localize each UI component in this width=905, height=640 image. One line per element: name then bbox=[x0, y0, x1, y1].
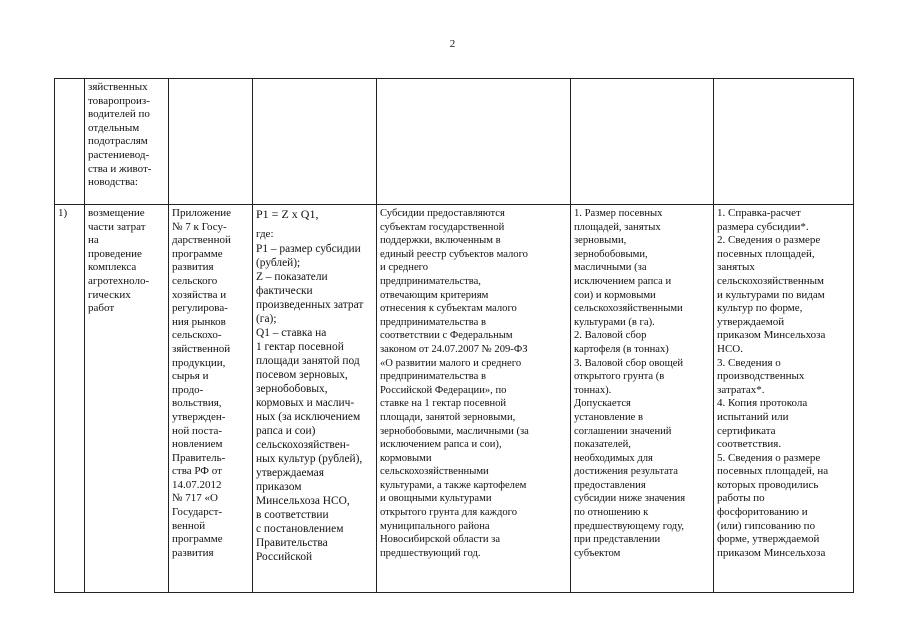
table-row bbox=[55, 205, 854, 593]
cell-continued-text: зяйственных товаропроиз- водителей по отдельным подотраслям растениевод- ства и живот- новодства: bbox=[85, 79, 169, 205]
result-indicators: 1. Размер посевных площадей, занятых зерновыми, зернобобовыми, масличными (за исключением рапса и сои) и кормовыми сельскохозяйственными культурами (в га). 2. Валовой сбор картофеля (в тоннах) 3. Валовой сбор овощей открытого грунта (в тоннах). Допускается установление в соглашении значений показателей, необходимых для достижения результата предоставления субсидии ниже значения по отношению к предшествующему году, при представлении субъектом bbox=[571, 205, 714, 593]
cell-empty bbox=[55, 79, 85, 205]
row-number: 1) bbox=[55, 205, 85, 593]
subsidy-purpose: возмещение части затрат на проведение комплекса агротехноло- гических работ bbox=[85, 205, 169, 593]
cell-empty bbox=[253, 79, 377, 205]
subsidy-conditions: Субсидии предоставляются субъектам государственной поддержки, включенным в единый реестр субъектов малого и среднего предпринимательства, отвечающим критериям отнесения к субъектам малого предпринимательства в соответствии с Федеральным законом от 24.07.2007 № 209-ФЗ «О развитии малого и среднего предпринимательства в Российской Федерации», по ставке на 1 гектар посевной площади, занятой зерновыми, зернобобовыми, масличными (за исключением рапса и сои), кормовыми сельскохозяйственными культурами, а также картофелем и овощными культурами открытого грунта для каждого муниципального района Новосибирской области за предшествующий год. bbox=[377, 205, 571, 593]
required-documents: 1. Справка-расчет размера субсидии*. 2. Сведения о размере посевных площадей, занятых сельскохозяйственным и культурами по видам культур по форме, утверждаемой приказом Минсельхоза НСО. 3. Сведения о производственных затратах*. 4. Копия протокола испытаний или сертификата соответствия. 5. Сведения о размере посевных площадей, на которых проводились работы по фосфоритованию и (или) гипсованию по форме, утверждаемой приказом Минсельхоза bbox=[714, 205, 854, 593]
formula-description: P1 – размер субсидии (рублей); Z – показатели фактически произведенных затрат (га); Q1 – ставка на 1 гектар посевной площади занятой под посевом зерновых, зернобобовых, кормовых и маслич- ных (за исключением рапса и сои) сельскохозяйствен- ных культур (рублей), утверждаемая приказом Минсельхоза НСО, в соответствии с постановлением Правительства Российской bbox=[256, 242, 364, 563]
formula-cell bbox=[253, 205, 377, 593]
cell-empty bbox=[571, 79, 714, 205]
page-number: 2 bbox=[449, 38, 456, 50]
cell-empty bbox=[169, 79, 253, 205]
legal-basis: Приложение № 7 к Госу- дарственной программе развития сельского хозяйства и регулирова- ния рынков сельскохо- зяйственной продукции, сырья и продо- вольствия, утвержден- ной поста- новлением Правитель- ства РФ от 14.07.2012 № 717 «О Государст- венной программе развития bbox=[169, 205, 253, 593]
formula: P1 = Z x Q1, bbox=[256, 207, 319, 221]
table-row-continuation bbox=[55, 79, 854, 205]
cell-empty bbox=[377, 79, 571, 205]
subsidy-table bbox=[54, 78, 854, 593]
cell-empty bbox=[714, 79, 854, 205]
formula-where: где: bbox=[256, 228, 274, 240]
